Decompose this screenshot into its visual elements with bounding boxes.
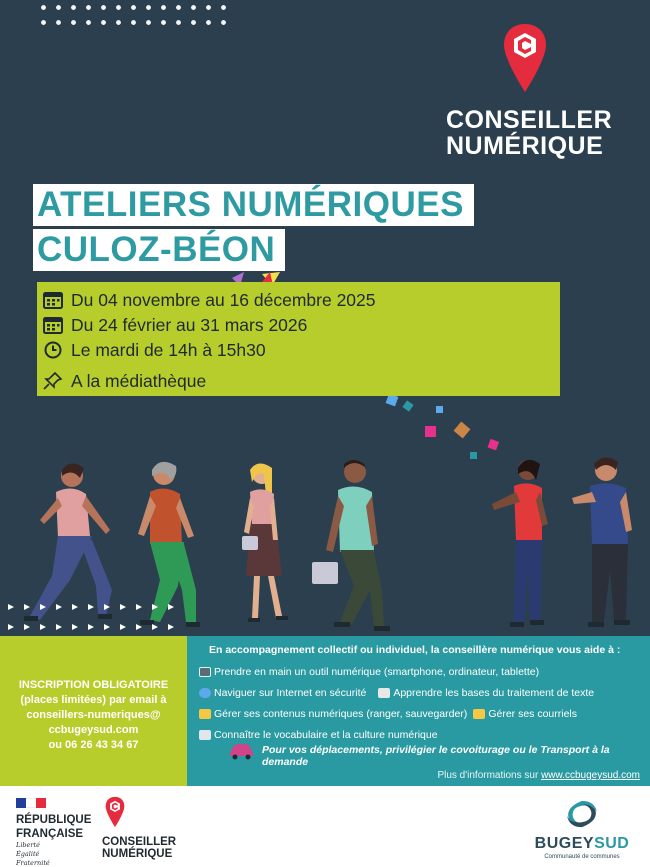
support-item-1-text: Prendre en main un outil numérique (smartphone, ordinateur, tablette) [214,665,540,678]
folder-icon [199,709,211,719]
support-item-1 [199,663,640,680]
transport-note: Pour vos déplacements, privilégier le covoiturage ou le Transport à la demande [262,744,610,768]
bugey-name-1: BUGEY [534,835,595,852]
registration-panel [0,636,187,786]
walking-woman-figure [24,463,112,621]
support-item-2a-text: Naviguer sur Internet en sécurité [214,686,367,699]
car-icon [227,742,255,760]
time-row [43,338,560,362]
motto-1: Liberté [16,841,40,849]
registration-email[interactable]: conseillers-numeriques@ [26,709,161,721]
pushpin-icon [43,372,63,390]
registration-title: INSCRIPTION OBLIGATOIRE [18,679,169,691]
man-navy-shirt-figure [572,457,632,627]
bugey-swirl-icon [562,798,602,830]
support-item-3b-text: Gérer ses courriels [488,707,578,720]
place-row [43,369,560,393]
date-row-1 [43,288,560,312]
bugey-subtitle: Communauté de communes [544,854,620,860]
blonde-woman-figure [242,463,288,622]
abcd-icon [199,730,211,740]
woman-red-top-figure [492,460,548,627]
support-panel [187,636,650,786]
calendar-icon [43,316,63,334]
event-location-title: CULOZ-BÉON [33,229,285,271]
republique-francaise-logo [16,798,92,867]
event-title: ATELIERS NUMÉRIQUES [33,184,474,226]
cn-small-line-1: CONSEILLER [102,836,177,848]
cn-small-line-2: NUMÉRIQUE [102,848,173,860]
support-item-2b-text: Apprendre les bases du traitement de texte [393,686,595,699]
man-with-briefcase-figure [312,460,390,631]
rf-line-1: RÉPUBLIQUE [16,814,92,826]
support-item-3a-text: Gérer ses contenus numériques (ranger, sauvegarder) [214,707,468,720]
calendar-icon [43,291,63,309]
logo-line2: NUMÉRIQUE [446,132,604,160]
date-2: Du 24 février au 31 mars 2026 [71,314,308,335]
location-pin-icon [104,796,126,828]
registration-line-1: (places limitées) par email à [20,694,167,706]
logo-line1: CONSEILLER [446,106,613,134]
french-flag-icon [16,798,46,808]
keyboard-icon [378,688,390,698]
website-link[interactable]: www.ccbugeysud.com [541,770,640,781]
event-info-box [37,282,560,396]
support-item-4-text: Connaître le vocabulaire et la culture numérique [214,728,438,741]
more-info-label: Plus d'informations sur [437,770,539,781]
laptop-icon [199,667,211,677]
clock-icon [43,341,63,359]
date-1: Du 04 novembre au 16 décembre 2025 [71,289,376,310]
rf-line-2: FRANÇAISE [16,828,84,840]
more-info [437,770,640,781]
registration-email-domain[interactable]: ccbugeysud.com [48,724,139,736]
date-row-2 [43,313,560,337]
envelope-icon [473,709,485,719]
support-item-2 [199,684,640,701]
footer [0,786,650,867]
motto-3: Fraternité [16,859,50,867]
motto-2: Égalité [16,850,40,858]
support-item-4 [199,726,640,743]
globe-icon [199,688,211,698]
conseiller-numerique-small-logo [102,796,182,860]
registration-phone[interactable]: ou 06 26 43 34 67 [48,739,139,751]
bugey-name-2: SUD [594,835,630,852]
place: A la médiathèque [71,370,207,391]
time: Le mardi de 14h à 15h30 [71,339,266,360]
support-item-3 [199,705,640,722]
support-intro: En accompagnement collectif ou individuel, la conseillère numérique vous aide à : [209,644,621,656]
arrow-pattern [8,600,178,636]
bugey-sud-logo [532,798,632,860]
